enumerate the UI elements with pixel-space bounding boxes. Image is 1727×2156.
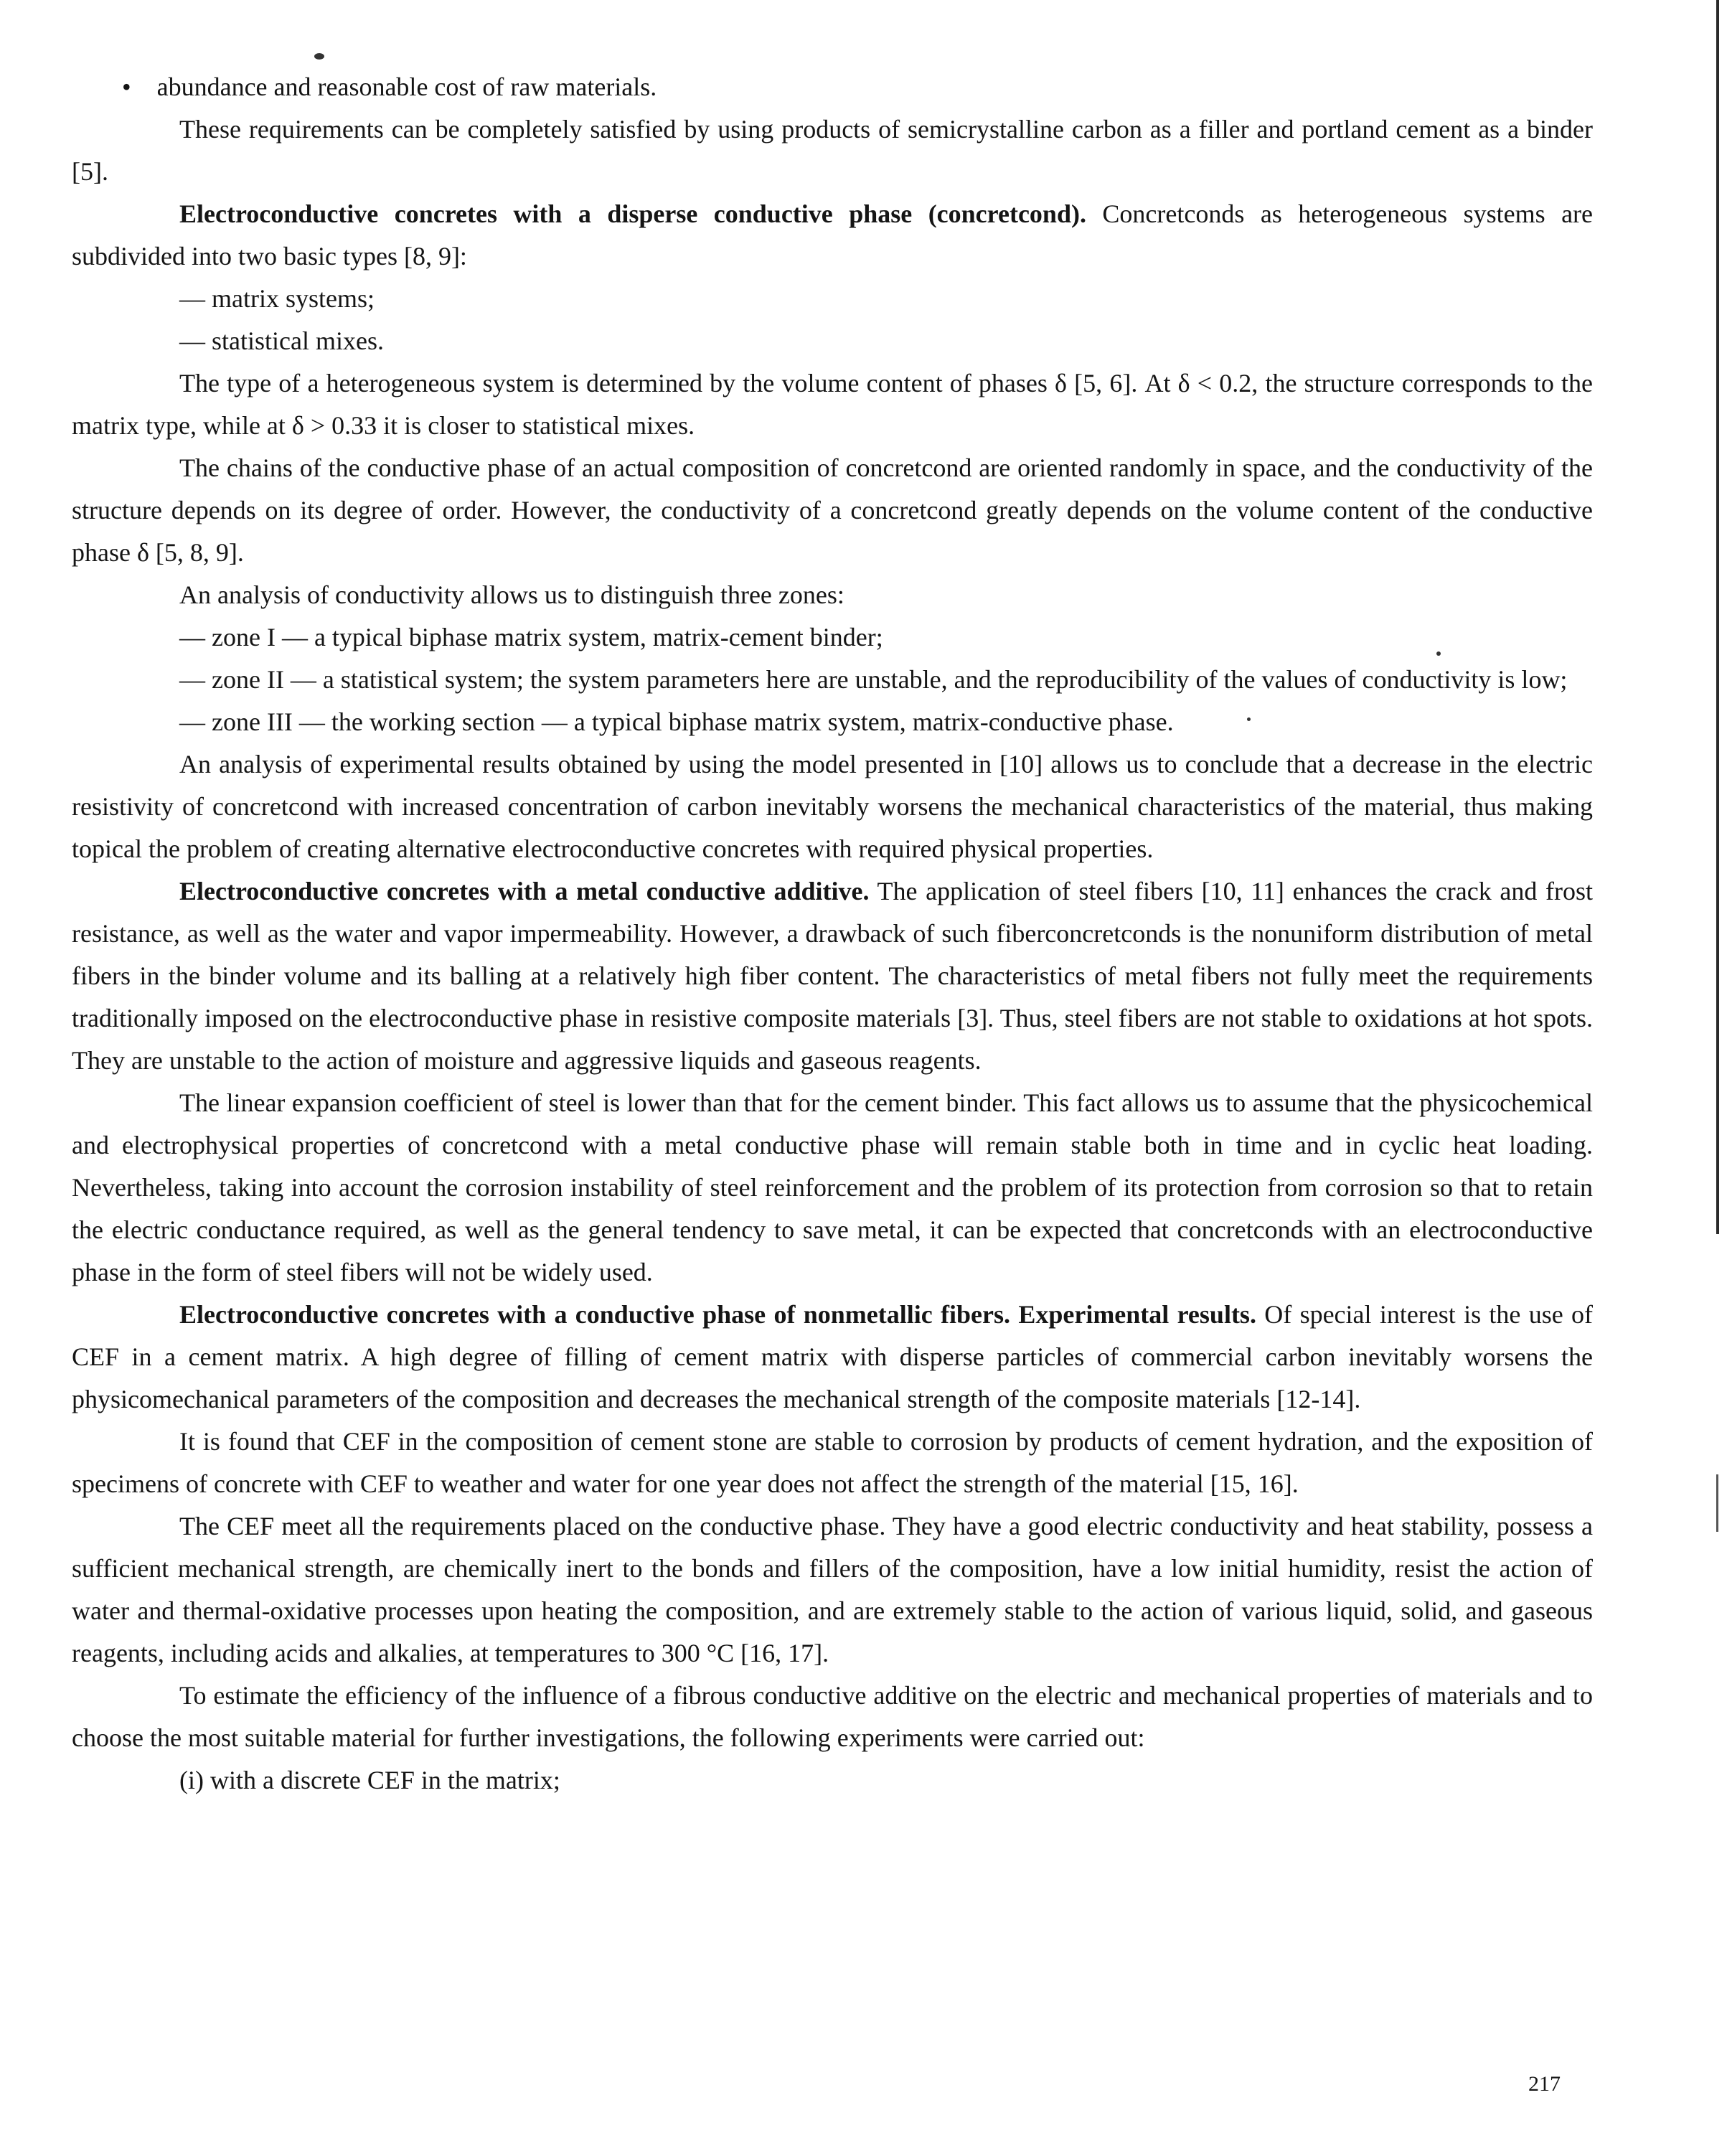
paragraph-text: The application of steel fibers [10, 11] enhances the crack and frost resistance, as well as the water and vapor impermeability. However, a drawback of such fiberconcretconds is the nonuniform distribution of metal fibers in the binder volume and its balling at a relatively high fiber content. The characteristics of metal fibers not fully meet the requirements traditionally imposed on the electroconductive phase in resistive composite materials [3]. Thus, steel fibers are not stable to oxidations at hot spots. They are unstable to the action of moisture and aggressive liquids and gaseous reagents. [72, 877, 1593, 1075]
zone-item: — zone II — a statistical system; the system parameters here are unstable, and the reproducibility of the values of conductivity is low; [179, 665, 1568, 694]
scan-speck [314, 53, 324, 60]
paragraph: The CEF meet all the requirements placed on the conductive phase. They have a good electric conductivity and heat stability, possess a sufficient mechanical strength, are chemically inert to the bonds and fillers of the composition, have a low initial humidity, resist the action of water and thermal-oxidative processes upon heating the composition, and are extremely stable to the action of various liquid, solid, and gaseous reagents, including acids and alkalies, at temperatures to 300 °C [16, 17]. [72, 1512, 1593, 1667]
paragraph: It is found that CEF in the composition of cement stone are stable to corrosion by products of cement hydration, and the exposition of specimens of concrete with CEF to weather and water for one year does not affect the strength of the material [15, 16]. [72, 1427, 1593, 1498]
paragraph: The type of a heterogeneous system is determined by the volume content of phases δ [5, 6]. At δ < 0.2, the structure corresponds to the matrix type, while at δ > 0.33 it is closer to statistical mixes. [72, 369, 1593, 440]
dash-list-item: — matrix systems; [179, 284, 375, 313]
paragraph: The chains of the conductive phase of an actual composition of concretcond are oriented randomly in space, and the conductivity of the structure depends on its degree of order. However, the conductivity of a concretcond greatly depends on the volume content of the conductive phase δ [5, 8, 9]. [72, 453, 1593, 567]
section-heading: Electroconductive concretes with a disperse conductive phase (concretcond). [179, 199, 1086, 228]
section-heading: Electroconductive concretes with a conductive phase of nonmetallic fibers. Experimental results. [179, 1300, 1256, 1329]
paragraph-text: Concretconds as heterogeneous systems are subdivided into two basic types [8, 9]: [72, 199, 1594, 270]
scan-edge-line-lower [1716, 1474, 1718, 1532]
paragraph: The linear expansion coefficient of steel is lower than that for the cement binder. This fact allows us to assume that the physicochemical and electrophysical properties of concretcond with a metal conductive phase will remain stable both in time and in cyclic heat loading. Nevertheless, taking into account the corrosion instability of steel reinforcement and the problem of its protection from corrosion so that to retain the electric conductance required, as well as the general tendency to save metal, it can be expected that concretconds with an electroconductive phase in the form of steel fibers will not be widely used. [72, 1088, 1593, 1286]
zone-item: — zone I — a typical biphase matrix system, matrix-cement binder; [179, 623, 883, 651]
section-paragraph-metal [72, 870, 1593, 1082]
bullet-item-text: abundance and reasonable cost of raw materials. [156, 72, 657, 101]
zone-item: — zone III — the working section — a typical biphase matrix system, matrix-conductive phase. [179, 707, 1174, 736]
scan-edge-line [1716, 0, 1719, 1234]
body-text-column [72, 66, 1593, 1802]
section-paragraph-nonmetallic [72, 1294, 1593, 1421]
section-heading: Electroconductive concretes with a metal conductive additive. [179, 877, 870, 905]
bullet-item: • abundance and reasonable cost of raw materials. [122, 72, 657, 101]
paragraph-text: Of special interest is the use of CEF in a cement matrix. A high degree of filling of cement matrix with disperse particles of commercial carbon inevitably worsens the physicomechanical parameters of the composition and decreases the mechanical strength of the composite materials [12-14]. [72, 1300, 1594, 1413]
paragraph: These requirements can be completely satisfied by using products of semicrystalline carbon as a filler and portland cement as a binder [5]. [72, 115, 1593, 186]
page-number: 217 [1528, 2072, 1561, 2096]
paragraph: An analysis of experimental results obtained by using the model presented in [10] allows us to conclude that a decrease in the electric resistivity of concretcond with increased concentration of carbon inevitably worsens the mechanical characteristics of the material, thus making topical the problem of creating alternative electroconductive concretes with required physical properties. [72, 750, 1593, 863]
paragraph: An analysis of conductivity allows us to distinguish three zones: [179, 580, 844, 609]
paragraph: To estimate the efficiency of the influence of a fibrous conductive additive on the electric and mechanical properties of materials and to choose the most suitable material for further investigations, the following experiments were carried out: [72, 1681, 1593, 1752]
list-item: (i) with a discrete CEF in the matrix; [179, 1766, 560, 1794]
dash-list-item: — statistical mixes. [179, 326, 384, 355]
section-paragraph-disperse [72, 193, 1593, 278]
